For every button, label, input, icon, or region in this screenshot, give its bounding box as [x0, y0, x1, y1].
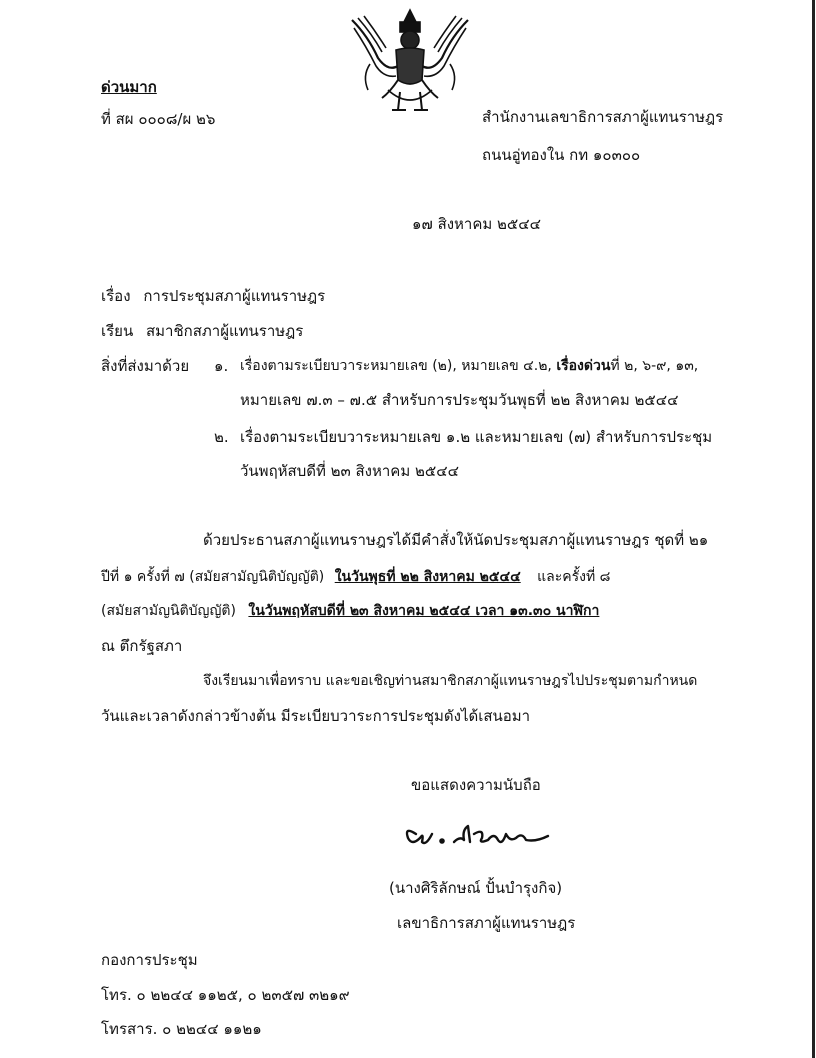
signer-name: (นางศิริลักษณ์ ปั้นบำรุงกิจ): [389, 879, 563, 897]
body-para-1-line-2: [101, 567, 610, 587]
enclosures-label: สิ่งที่ส่งมาด้วย: [101, 357, 190, 375]
meeting-2-session: (สมัยสามัญนิติบัญญัติ): [101, 603, 236, 619]
urgency-label: ด่วนมาก: [101, 78, 157, 96]
handwritten-signature: [398, 812, 568, 852]
meeting-2-datetime: ในวันพฤหัสบดีที่ ๒๓ สิงหาคม ๒๕๔๔ เวลา ๑๓.๓๐ นาฬิกา: [248, 603, 600, 619]
meeting-1-session: ปีที่ ๑ ครั้งที่ ๗ (สมัยสามัญนิติบัญญัติ): [101, 569, 325, 585]
signer-title: เลขาธิการสภาผู้แทนราษฎร: [397, 914, 576, 932]
subject-text: การประชุมสภาผู้แทนราษฎร: [143, 287, 326, 305]
enclosure-1-text-a: เรื่องตามระเบียบวาระหมายเลข (๒), หมายเลข ๔.๒,: [240, 358, 552, 374]
body-para-2-line-2: วันและเวลาดังกล่าวข้างต้น มีระเบียบวาระการประชุมดังได้เสนอมา: [101, 707, 531, 725]
enclosure-2-line-1: เรื่องตามระเบียบวาระหมายเลข ๑.๒ และหมายเลข (๗) สำหรับการประชุม: [240, 428, 713, 446]
subject-label: เรื่อง: [101, 287, 131, 305]
enclosure-1-text-b: ที่ ๒, ๖-๙, ๑๓,: [610, 358, 699, 374]
body-para-1-line-1: ด้วยประธานสภาผู้แทนราษฎรได้มีคำสั่งให้นัดประชุมสภาผู้แทนราษฎร ชุดที่ ๒๑: [203, 531, 709, 549]
footer-department: กองการประชุม: [101, 951, 198, 969]
enclosure-1-number: ๑.: [214, 357, 229, 375]
office-name: สำนักงานเลขาธิการสภาผู้แทนราษฎร: [482, 108, 724, 126]
meeting-2-number: และครั้งที่ ๘: [537, 569, 611, 585]
footer-phone: โทร. ๐ ๒๒๔๔ ๑๑๒๕, ๐ ๒๓๕๗ ๓๒๑๙: [101, 986, 350, 1004]
footer-fax: โทรสาร. ๐ ๒๒๔๔ ๑๑๒๑: [101, 1020, 262, 1038]
body-para-2-line-1: จึงเรียนมาเพื่อทราบ และขอเชิญท่านสมาชิกสภาผู้แทนราษฎรไปประชุมตามกำหนด: [203, 673, 698, 689]
reference-number: ที่ สผ ๐๐๐๘/ผ ๒๖: [101, 110, 216, 128]
enclosure-2-line-2: วันพฤหัสบดีที่ ๒๓ สิงหาคม ๒๕๔๔: [240, 462, 459, 480]
body-para-1-line-4: ณ ตึกรัฐสภา: [101, 637, 183, 655]
enclosure-2-number: ๒.: [214, 428, 229, 446]
recipient-label: เรียน: [101, 322, 134, 340]
closing-salutation: ขอแสดงความนับถือ: [411, 776, 541, 794]
meeting-1-date: ในวันพุธที่ ๒๒ สิงหาคม ๒๕๔๔: [334, 569, 521, 585]
recipient-line: [101, 321, 303, 341]
letter-date: ๑๗ สิงหาคม ๒๕๔๔: [412, 215, 541, 233]
garuda-emblem: [348, 6, 472, 114]
recipient-text: สมาชิกสภาผู้แทนราษฎร: [146, 322, 304, 340]
enclosure-1-urgent: เรื่องด่วน: [556, 358, 611, 374]
body-para-1-line-3: [101, 601, 599, 621]
enclosure-1-line-2: หมายเลข ๗.๓ – ๗.๕ สำหรับการประชุมวันพุธที่ ๒๒ สิงหาคม ๒๕๔๔: [240, 391, 679, 409]
office-address: ถนนอู่ทองใน กท ๑๐๓๐๐: [482, 146, 641, 164]
subject-line: [101, 286, 325, 306]
enclosure-1-line-1: [240, 356, 698, 376]
